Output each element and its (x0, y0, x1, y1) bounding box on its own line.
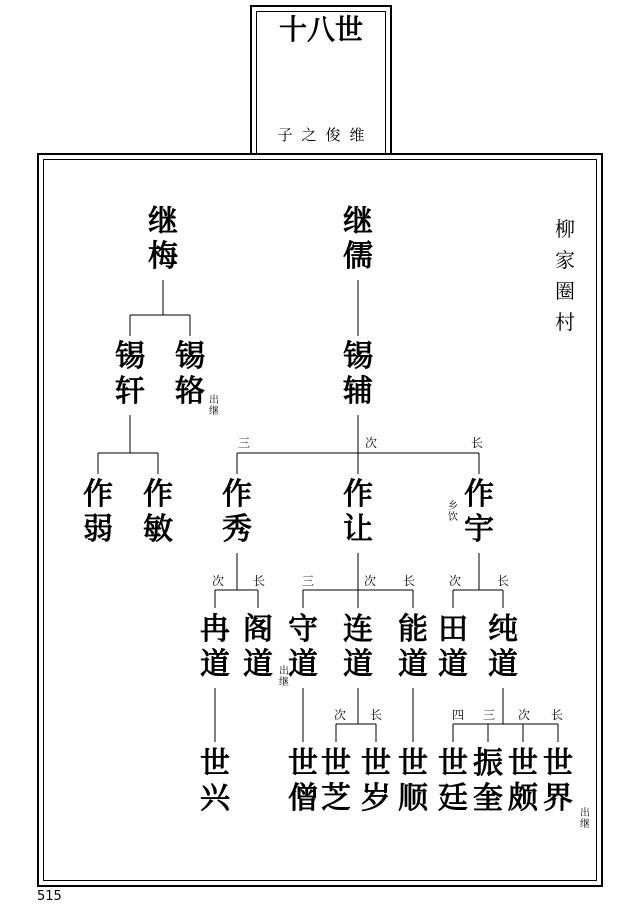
rank-label: 次 (212, 574, 225, 588)
person-shishun: 世顺 (398, 746, 428, 816)
person-shizhi: 世芝 (321, 746, 351, 816)
rank-label: 长 (497, 574, 510, 588)
person-shoudao: 守道 (288, 612, 318, 682)
person-zuoxiu: 作秀 (222, 477, 252, 547)
person-zuoruo: 作弱 (83, 477, 113, 547)
page-number: 515 (37, 889, 62, 904)
person-jimei: 继梅 (148, 204, 178, 274)
person-jiru: 继儒 (343, 204, 373, 274)
rank-label: 次 (365, 436, 378, 450)
rank-label: 长 (253, 574, 266, 588)
person-xifu: 锡辅 (343, 339, 373, 409)
person-tiandao: 田道 (438, 612, 468, 682)
rank-label: 三 (238, 436, 251, 450)
person-shijie: 世界 (543, 746, 573, 816)
note-adopted-out: 出继 (209, 395, 219, 417)
person-xiluo: 锡辂 (175, 339, 205, 409)
note-adopted-out: 出继 (580, 808, 590, 830)
note-village-banquet: 乡饮 (448, 501, 458, 523)
rank-label: 三 (302, 574, 315, 588)
person-shizeng: 世僧 (288, 746, 318, 816)
rank-label: 三 (483, 708, 496, 722)
person-nengdao: 能道 (398, 612, 428, 682)
note-adopted-out: 出继 (279, 666, 289, 688)
person-shisui: 世岁 (361, 746, 391, 816)
generation-title: 十八世 (278, 13, 363, 46)
person-shixing: 世兴 (200, 746, 230, 816)
rank-label: 四 (452, 708, 465, 722)
person-shiting: 世廷 (438, 746, 468, 816)
rank-label: 次 (449, 574, 462, 588)
person-zuorang: 作让 (343, 477, 373, 547)
generation-subtitle: 子之俊维 (277, 126, 374, 144)
person-zuomin: 作敏 (143, 477, 173, 547)
person-gedao: 阁道 (243, 612, 273, 682)
person-zhenkui: 振奎 (473, 746, 503, 816)
rank-label: 次 (364, 574, 377, 588)
rank-label: 长 (551, 708, 564, 722)
rank-label: 长 (403, 574, 416, 588)
person-zuoyu: 作宇 (464, 477, 494, 547)
person-xixuan: 锡轩 (115, 339, 145, 409)
village-label: 柳家圈村 (555, 217, 575, 334)
rank-label: 长 (471, 436, 484, 450)
person-liandao: 连道 (343, 612, 373, 682)
rank-label: 次 (518, 708, 531, 722)
person-chundao: 纯道 (488, 612, 518, 682)
person-shipo: 世颇 (508, 746, 538, 816)
rank-label: 长 (370, 708, 383, 722)
rank-label: 次 (334, 708, 347, 722)
person-randao: 冉道 (200, 612, 230, 682)
